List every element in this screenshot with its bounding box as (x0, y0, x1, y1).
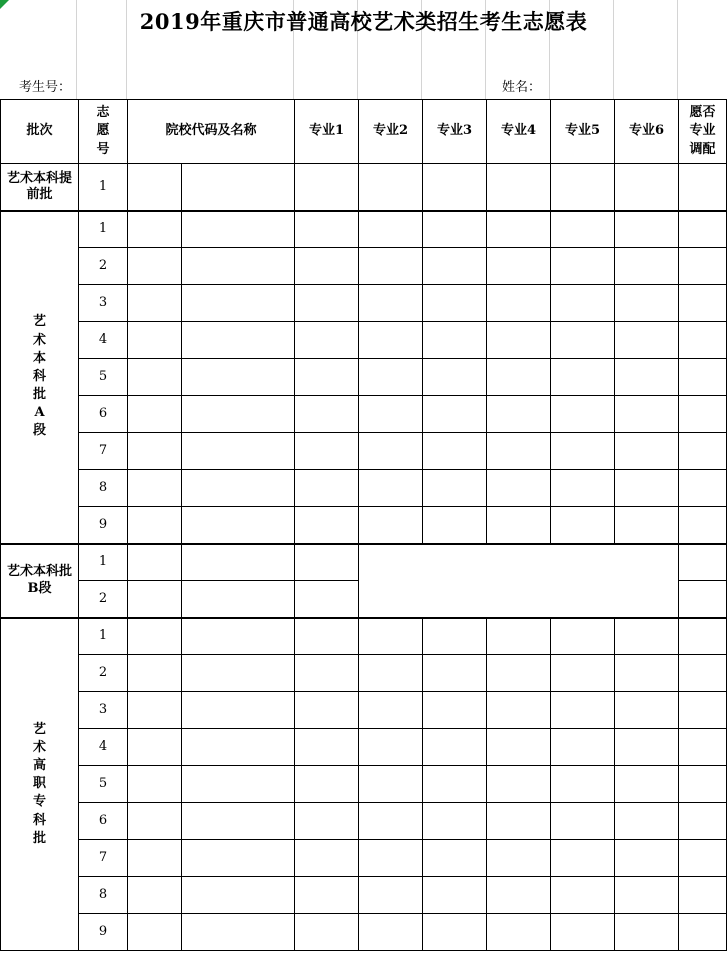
table-row (1, 544, 727, 581)
batch-label: 艺术本科批A段 (1, 211, 79, 544)
major-3-cell[interactable] (423, 914, 487, 951)
adjust-cell[interactable] (679, 359, 727, 396)
major-2-cell[interactable] (359, 396, 423, 433)
choice-number: 2 (79, 248, 128, 285)
major-6-cell[interactable] (615, 248, 679, 285)
school-name-cell[interactable] (182, 914, 295, 951)
school-code-cell[interactable] (128, 470, 182, 507)
major-4-cell[interactable] (487, 322, 551, 359)
header-school: 院校代码及名称 (128, 100, 295, 164)
major-6-cell[interactable] (615, 803, 679, 840)
major-6-cell[interactable] (615, 433, 679, 470)
major-6-cell[interactable] (615, 211, 679, 248)
header-batch: 批次 (1, 100, 79, 164)
adjust-cell[interactable] (679, 581, 727, 618)
major-5-cell[interactable] (551, 729, 615, 766)
major-5-cell[interactable] (551, 655, 615, 692)
school-code-cell[interactable] (128, 692, 182, 729)
adjust-cell[interactable] (679, 840, 727, 877)
choice-number: 4 (79, 322, 128, 359)
school-code-cell[interactable] (128, 507, 182, 544)
major-5-cell[interactable] (551, 396, 615, 433)
major-2-cell[interactable] (359, 877, 423, 914)
major-6-cell[interactable] (615, 285, 679, 322)
major-1-cell[interactable] (295, 248, 359, 285)
major-2-cell[interactable] (359, 359, 423, 396)
school-code-cell[interactable] (128, 322, 182, 359)
table-row (1, 914, 727, 951)
school-code-cell[interactable] (128, 803, 182, 840)
major-4-cell[interactable] (487, 655, 551, 692)
major-5-cell[interactable] (551, 766, 615, 803)
table-row (1, 164, 727, 211)
school-code-cell[interactable] (128, 914, 182, 951)
major-6-cell[interactable] (615, 164, 679, 211)
major-1-cell[interactable] (295, 840, 359, 877)
adjust-cell[interactable] (679, 396, 727, 433)
major-4-cell[interactable] (487, 692, 551, 729)
major-2-cell[interactable] (359, 248, 423, 285)
major-2-cell[interactable] (359, 470, 423, 507)
major-6-cell[interactable] (615, 396, 679, 433)
choice-number: 9 (79, 507, 128, 544)
major-2-cell[interactable] (359, 692, 423, 729)
school-name-cell[interactable] (182, 359, 295, 396)
major-1-cell[interactable] (295, 914, 359, 951)
table-row (1, 359, 727, 396)
major-1-cell[interactable] (295, 581, 359, 618)
header-major-2: 专业2 (359, 100, 423, 164)
school-code-cell[interactable] (128, 581, 182, 618)
table-row (1, 803, 727, 840)
table-row (1, 766, 727, 803)
major-3-cell[interactable] (423, 248, 487, 285)
header-major-3: 专业3 (423, 100, 487, 164)
major-6-cell[interactable] (615, 692, 679, 729)
major-4-cell[interactable] (487, 766, 551, 803)
major-3-cell[interactable] (423, 507, 487, 544)
major-2-cell[interactable] (359, 285, 423, 322)
school-name-cell[interactable] (182, 322, 295, 359)
school-name-cell[interactable] (182, 544, 295, 581)
major-1-cell[interactable] (295, 729, 359, 766)
major-3-cell[interactable] (423, 211, 487, 248)
major-6-cell[interactable] (615, 470, 679, 507)
table-row (1, 877, 727, 914)
major-4-cell[interactable] (487, 618, 551, 655)
adjust-cell[interactable] (679, 618, 727, 655)
choice-number: 6 (79, 396, 128, 433)
major-6-cell[interactable] (615, 914, 679, 951)
school-name-cell[interactable] (182, 840, 295, 877)
school-code-cell[interactable] (128, 359, 182, 396)
major-2-cell[interactable] (359, 766, 423, 803)
major-5-cell[interactable] (551, 840, 615, 877)
school-code-cell[interactable] (128, 211, 182, 248)
major-3-cell[interactable] (423, 840, 487, 877)
school-name-cell[interactable] (182, 507, 295, 544)
choice-number: 4 (79, 729, 128, 766)
choice-number: 9 (79, 914, 128, 951)
major-3-cell[interactable] (423, 396, 487, 433)
table-row (1, 433, 727, 470)
header-adjust: 愿否专业调配 (679, 100, 727, 164)
major-6-cell[interactable] (615, 618, 679, 655)
major-5-cell[interactable] (551, 470, 615, 507)
major-1-cell[interactable] (295, 618, 359, 655)
adjust-cell[interactable] (679, 470, 727, 507)
choice-number: 1 (79, 544, 128, 581)
major-3-cell[interactable] (423, 164, 487, 211)
header-major-5: 专业5 (551, 100, 615, 164)
major-2-cell[interactable] (359, 211, 423, 248)
major-6-cell[interactable] (615, 507, 679, 544)
adjust-cell[interactable] (679, 655, 727, 692)
major-2-cell[interactable] (359, 164, 423, 211)
major-6-cell[interactable] (615, 729, 679, 766)
adjust-cell[interactable] (679, 433, 727, 470)
school-name-cell[interactable] (182, 692, 295, 729)
major-6-cell[interactable] (615, 655, 679, 692)
table-row (1, 507, 727, 544)
table-row (1, 692, 727, 729)
major-1-cell[interactable] (295, 396, 359, 433)
major-2-cell[interactable] (359, 655, 423, 692)
major-2-cell[interactable] (359, 618, 423, 655)
major-4-cell[interactable] (487, 729, 551, 766)
major-5-cell[interactable] (551, 322, 615, 359)
major-1-cell[interactable] (295, 803, 359, 840)
major-1-cell[interactable] (295, 507, 359, 544)
major-1-cell[interactable] (295, 164, 359, 211)
merged-blank-cell (359, 544, 679, 618)
choice-number: 3 (79, 692, 128, 729)
adjust-cell[interactable] (679, 164, 727, 211)
major-4-cell[interactable] (487, 803, 551, 840)
major-3-cell[interactable] (423, 692, 487, 729)
table-row (1, 211, 727, 248)
major-5-cell[interactable] (551, 618, 615, 655)
adjust-cell[interactable] (679, 507, 727, 544)
batch-label: 艺术本科提前批 (1, 164, 79, 211)
major-5-cell[interactable] (551, 211, 615, 248)
table-row (1, 470, 727, 507)
school-code-cell[interactable] (128, 655, 182, 692)
major-6-cell[interactable] (615, 877, 679, 914)
school-name-cell[interactable] (182, 877, 295, 914)
school-name-cell[interactable] (182, 470, 295, 507)
major-1-cell[interactable] (295, 359, 359, 396)
major-4-cell[interactable] (487, 164, 551, 211)
major-5-cell[interactable] (551, 164, 615, 211)
choice-number: 1 (79, 164, 128, 211)
major-2-cell[interactable] (359, 914, 423, 951)
major-4-cell[interactable] (487, 359, 551, 396)
major-5-cell[interactable] (551, 507, 615, 544)
adjust-cell[interactable] (679, 285, 727, 322)
adjust-cell[interactable] (679, 544, 727, 581)
header-major-4: 专业4 (487, 100, 551, 164)
major-4-cell[interactable] (487, 877, 551, 914)
school-name-cell[interactable] (182, 211, 295, 248)
table-row (1, 655, 727, 692)
school-name-cell[interactable] (182, 729, 295, 766)
major-5-cell[interactable] (551, 248, 615, 285)
major-4-cell[interactable] (487, 248, 551, 285)
adjust-cell[interactable] (679, 766, 727, 803)
major-2-cell[interactable] (359, 433, 423, 470)
major-2-cell[interactable] (359, 803, 423, 840)
batch-label: 艺术本科批B段 (1, 544, 79, 618)
major-4-cell[interactable] (487, 470, 551, 507)
table-row (1, 729, 727, 766)
major-4-cell[interactable] (487, 396, 551, 433)
adjust-cell[interactable] (679, 211, 727, 248)
candidate-no-label: 考生号： (19, 80, 72, 95)
table-row (1, 618, 727, 655)
header-row (1, 100, 727, 164)
school-name-cell[interactable] (182, 164, 295, 211)
school-name-cell[interactable] (182, 433, 295, 470)
adjust-cell[interactable] (679, 803, 727, 840)
major-6-cell[interactable] (615, 840, 679, 877)
choice-number: 1 (79, 618, 128, 655)
choice-number: 5 (79, 359, 128, 396)
major-6-cell[interactable] (615, 322, 679, 359)
adjust-cell[interactable] (679, 322, 727, 359)
table-row (1, 396, 727, 433)
name-label: 姓名： (502, 80, 542, 95)
major-2-cell[interactable] (359, 507, 423, 544)
header-major-6: 专业6 (615, 100, 679, 164)
table-row (1, 248, 727, 285)
major-4-cell[interactable] (487, 211, 551, 248)
major-4-cell[interactable] (487, 840, 551, 877)
school-code-cell[interactable] (128, 544, 182, 581)
adjust-cell[interactable] (679, 877, 727, 914)
major-1-cell[interactable] (295, 692, 359, 729)
school-code-cell[interactable] (128, 766, 182, 803)
choice-number: 7 (79, 840, 128, 877)
major-1-cell[interactable] (295, 655, 359, 692)
school-code-cell[interactable] (128, 285, 182, 322)
school-code-cell[interactable] (128, 433, 182, 470)
major-4-cell[interactable] (487, 507, 551, 544)
major-1-cell[interactable] (295, 470, 359, 507)
major-6-cell[interactable] (615, 359, 679, 396)
major-5-cell[interactable] (551, 877, 615, 914)
school-code-cell[interactable] (128, 396, 182, 433)
school-code-cell[interactable] (128, 729, 182, 766)
major-3-cell[interactable] (423, 433, 487, 470)
table-row (1, 285, 727, 322)
choice-number: 5 (79, 766, 128, 803)
school-name-cell[interactable] (182, 396, 295, 433)
school-code-cell[interactable] (128, 618, 182, 655)
major-3-cell[interactable] (423, 766, 487, 803)
school-name-cell[interactable] (182, 655, 295, 692)
choice-number: 7 (79, 433, 128, 470)
form-title: 2019年重庆市普通高校艺术类招生考生志愿表 (139, 9, 588, 34)
major-3-cell[interactable] (423, 322, 487, 359)
major-1-cell[interactable] (295, 766, 359, 803)
major-6-cell[interactable] (615, 766, 679, 803)
major-5-cell[interactable] (551, 803, 615, 840)
school-name-cell[interactable] (182, 581, 295, 618)
choice-number: 2 (79, 581, 128, 618)
school-code-cell[interactable] (128, 248, 182, 285)
major-5-cell[interactable] (551, 692, 615, 729)
school-name-cell[interactable] (182, 285, 295, 322)
school-code-cell[interactable] (128, 164, 182, 211)
school-name-cell[interactable] (182, 618, 295, 655)
major-2-cell[interactable] (359, 840, 423, 877)
major-1-cell[interactable] (295, 322, 359, 359)
major-1-cell[interactable] (295, 211, 359, 248)
major-2-cell[interactable] (359, 729, 423, 766)
choice-number: 2 (79, 655, 128, 692)
choice-number: 3 (79, 285, 128, 322)
application-table (0, 99, 727, 951)
adjust-cell[interactable] (679, 248, 727, 285)
major-4-cell[interactable] (487, 914, 551, 951)
major-5-cell[interactable] (551, 914, 615, 951)
major-4-cell[interactable] (487, 285, 551, 322)
major-1-cell[interactable] (295, 285, 359, 322)
major-3-cell[interactable] (423, 803, 487, 840)
major-3-cell[interactable] (423, 877, 487, 914)
choice-number: 1 (79, 211, 128, 248)
major-3-cell[interactable] (423, 470, 487, 507)
major-3-cell[interactable] (423, 618, 487, 655)
choice-number: 8 (79, 470, 128, 507)
major-5-cell[interactable] (551, 433, 615, 470)
choice-number: 6 (79, 803, 128, 840)
adjust-cell[interactable] (679, 692, 727, 729)
school-code-cell[interactable] (128, 877, 182, 914)
major-2-cell[interactable] (359, 322, 423, 359)
major-1-cell[interactable] (295, 877, 359, 914)
adjust-cell[interactable] (679, 729, 727, 766)
table-row (1, 840, 727, 877)
school-name-cell[interactable] (182, 248, 295, 285)
school-name-cell[interactable] (182, 803, 295, 840)
choice-number: 8 (79, 877, 128, 914)
major-1-cell[interactable] (295, 544, 359, 581)
batch-label: 艺术高职专科批 (1, 618, 79, 951)
adjust-cell[interactable] (679, 914, 727, 951)
major-3-cell[interactable] (423, 285, 487, 322)
major-3-cell[interactable] (423, 729, 487, 766)
school-code-cell[interactable] (128, 840, 182, 877)
major-5-cell[interactable] (551, 285, 615, 322)
major-3-cell[interactable] (423, 655, 487, 692)
header-major-1: 专业1 (295, 100, 359, 164)
header-choice-no: 志愿号 (79, 100, 128, 164)
table-row (1, 322, 727, 359)
major-4-cell[interactable] (487, 433, 551, 470)
school-name-cell[interactable] (182, 766, 295, 803)
major-1-cell[interactable] (295, 433, 359, 470)
major-5-cell[interactable] (551, 359, 615, 396)
major-3-cell[interactable] (423, 359, 487, 396)
